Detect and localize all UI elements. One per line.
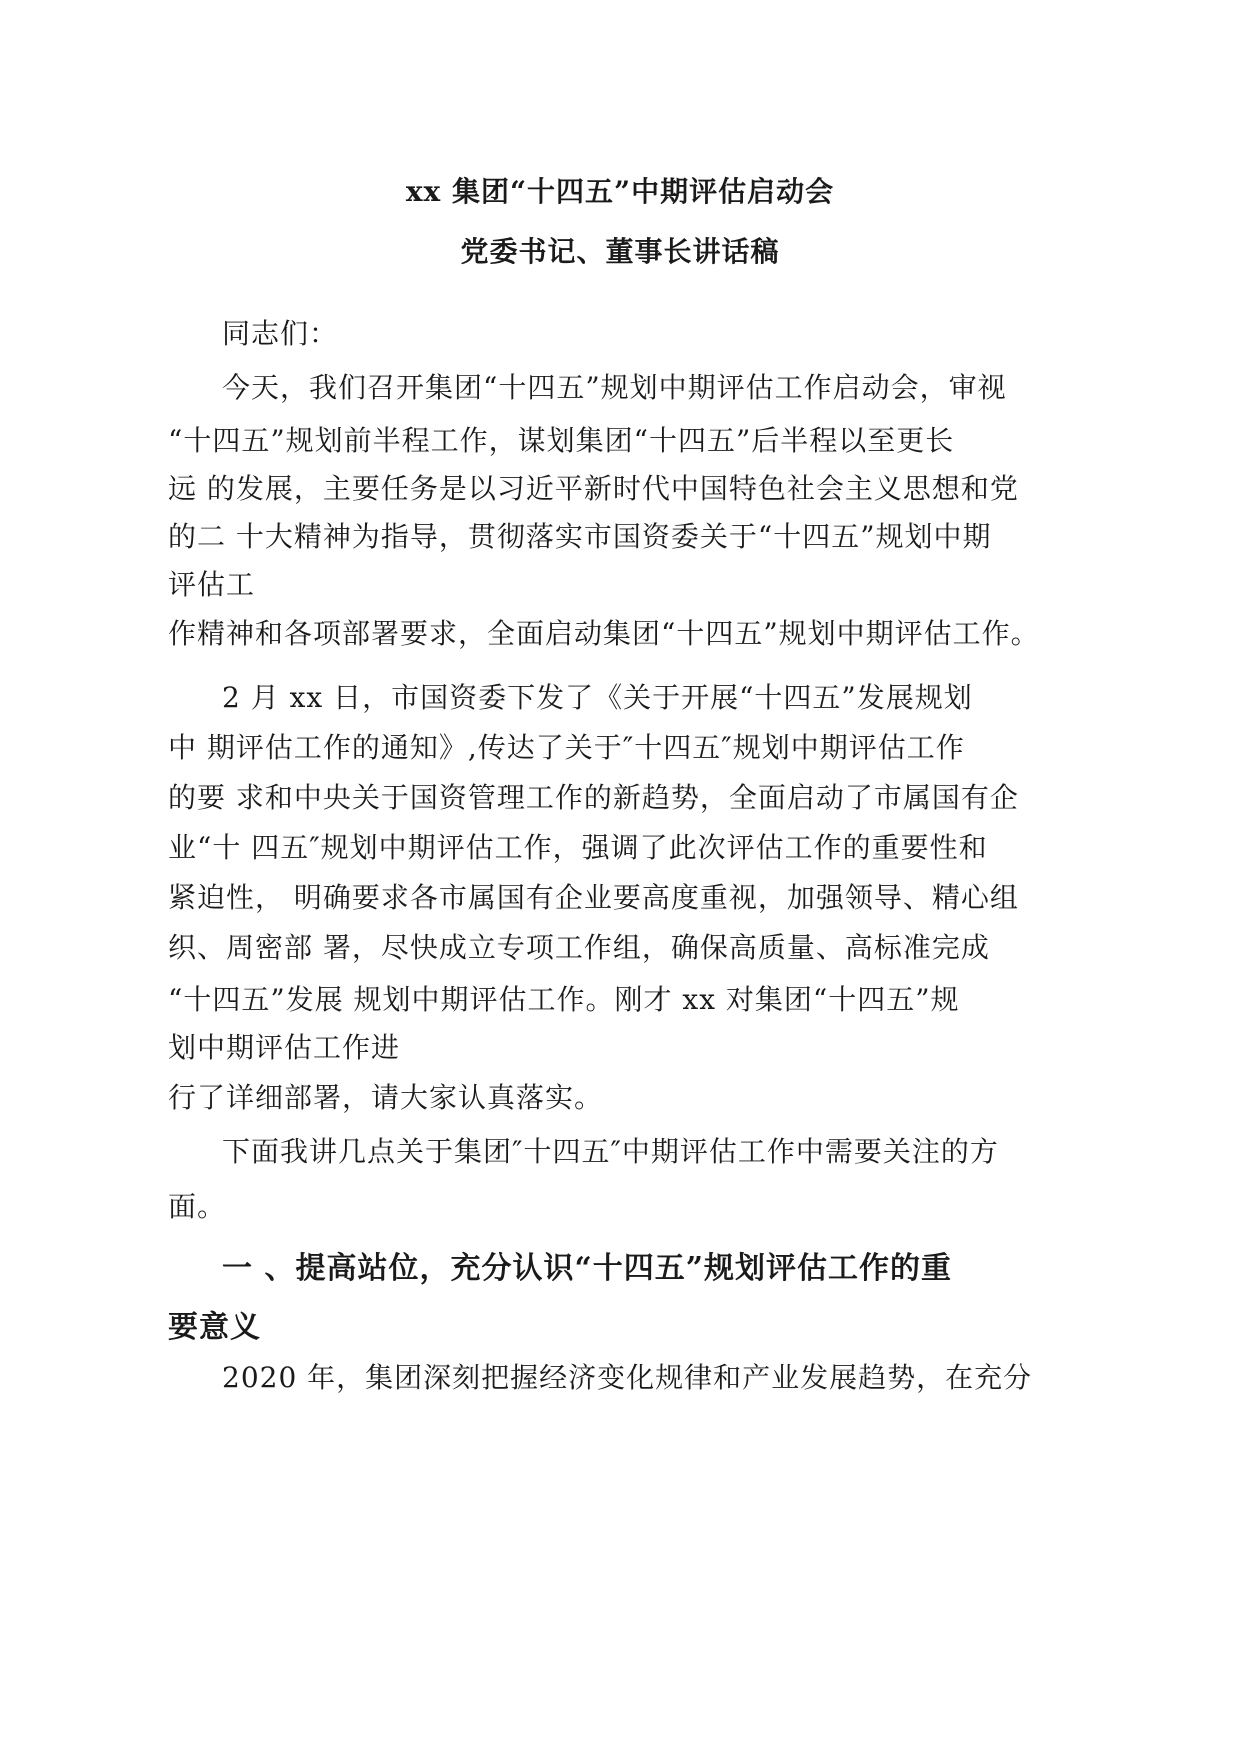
paragraph-line: 紧迫性， 明确要求各市属国有企业要高度重视，加强领导、精心组 <box>168 881 1019 914</box>
paragraph-line: 评估工 <box>168 568 256 601</box>
document-title: xx 集团“十四五”中期评估启动会 <box>405 175 835 208</box>
paragraph-line: 2020 年，集团深刻把握经济变化规律和产业发展趋势，在充分 <box>222 1361 1033 1394</box>
paragraph-line: “十四五”发展 规划中期评估工作。刚才 xx 对集团“十四五”规 <box>168 983 960 1016</box>
paragraph-line: 中 期评估工作的通知》,传达了关于″十四五″规划中期评估工作 <box>168 731 965 764</box>
paragraph-line: 划中期评估工作进 <box>168 1031 401 1064</box>
paragraph-line: “十四五”规划前半程工作，谋划集团“十四五”后半程以至更长 <box>168 424 955 457</box>
section-heading: 要意义 <box>168 1310 261 1345</box>
paragraph-line: 面。 <box>168 1190 227 1223</box>
paragraph-line: 作精神和各项部署要求，全面启动集团“十四五”规划中期评估工作。 <box>168 617 1040 650</box>
paragraph-line: 行了详细部署，请大家认真落实。 <box>168 1081 604 1114</box>
section-heading: 一 、提高站位，充分认识“十四五”规划评估工作的重 <box>222 1251 952 1286</box>
paragraph-line: 业“十 四五″规划中期评估工作，强调了此次评估工作的重要性和 <box>168 831 988 864</box>
paragraph-line: 2 月 xx 日，市国资委下发了《关于开展“十四五”发展规划 <box>222 681 973 714</box>
document-subtitle: 党委书记、董事长讲话稿 <box>460 235 780 268</box>
paragraph-line: 的二 十大精神为指导，贯彻落实市国资委关于“十四五”规划中期 <box>168 520 992 553</box>
paragraph-line: 远 的发展，主要任务是以习近平新时代中国特色社会主义思想和党 <box>168 472 1019 505</box>
paragraph-line: 织、周密部 署，尽快成立专项工作组，确保高质量、高标准完成 <box>168 931 990 964</box>
paragraph-line: 下面我讲几点关于集团″十四五″中期评估工作中需要关注的方 <box>222 1135 999 1168</box>
paragraph-line: 的要 求和中央关于国资管理工作的新趋势，全面启动了市属国有企 <box>168 781 1019 814</box>
salutation: 同志们： <box>222 317 339 350</box>
paragraph-line: 今天，我们召开集团“十四五”规划中期评估工作启动会，审视 <box>222 371 1007 404</box>
